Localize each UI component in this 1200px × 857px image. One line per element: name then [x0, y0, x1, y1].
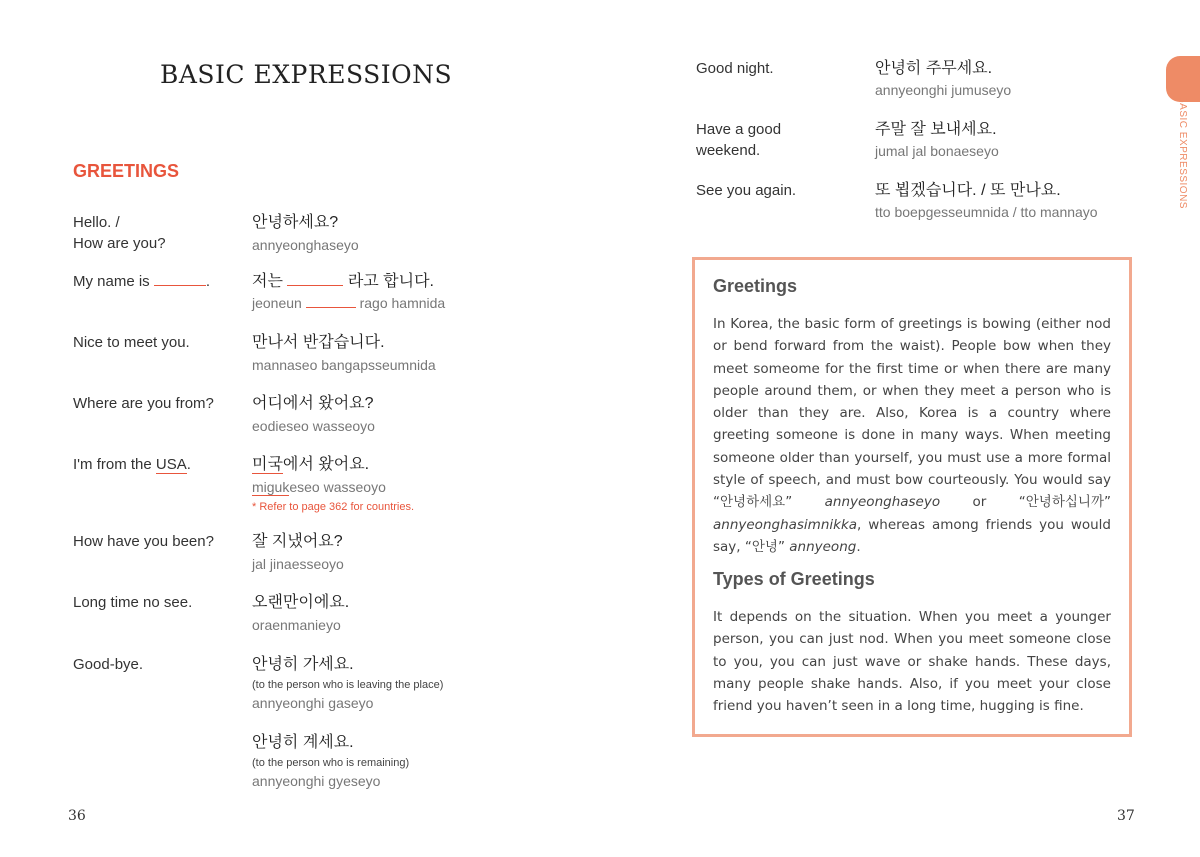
- usage-note: (to the person who is remaining): [252, 757, 410, 769]
- fill-blank: [306, 294, 356, 308]
- info-box-heading: Types of Greetings: [713, 569, 875, 589]
- para-text: , whereas among friends you would say, “안녕”: [713, 516, 1111, 555]
- english-phrase: Have a good weekend.: [696, 121, 782, 159]
- english-phrase: Good night.: [696, 60, 774, 77]
- usage-note: (to the person who is leaving the place): [252, 679, 444, 691]
- country-underlined: 미국: [252, 456, 283, 473]
- english-suffix: .: [186, 456, 191, 473]
- romanization: tto boepgesseumnida / tto mannayo: [875, 204, 1098, 220]
- romanization: [252, 477, 386, 497]
- english-phrase: Good-bye.: [73, 656, 144, 673]
- page-number: 37: [1117, 808, 1135, 824]
- chapter-tab-label: BASIC EXPRESSIONS: [1177, 96, 1188, 209]
- romanization: jumal jal bonaeseyo: [875, 143, 999, 159]
- para-text: In Korea, the basic form of greetings is bowing (either nod or bend forward from the waist). People bow when they meet someome for the first time or when there are many people around them, or when they meet a person who is older than they are. Also, Korea is a country where greeting someone is done in many ways. When meeting someone older than yourself, you must use a more formal style of speech, and must bow courteously. You would say “안녕하세요”: [713, 316, 1111, 511]
- korean-phrase: 주말 잘 보내세요.: [875, 121, 997, 138]
- chapter-title: BASIC EXPRESSIONS: [160, 60, 453, 89]
- korean-suffix: 라고 합니다.: [347, 273, 434, 290]
- rom-suffix: eseo wasseoyo: [289, 479, 386, 495]
- korean-suffix: 에서 왔어요.: [282, 456, 370, 473]
- english-phrase: Where are you from?: [73, 395, 214, 412]
- rom-prefix: jeoneun: [252, 295, 302, 311]
- country-underlined: miguk: [252, 479, 290, 495]
- english-suffix: .: [205, 273, 211, 290]
- fill-blank: [287, 272, 343, 286]
- korean-phrase: 만나서 반갑습니다.: [252, 334, 385, 351]
- page-number: 36: [68, 808, 86, 824]
- rom-suffix: rago hamnida: [359, 295, 446, 311]
- section-heading: GREETINGS: [73, 161, 180, 181]
- english-phrase: [73, 454, 191, 475]
- english-prefix: My name is: [73, 273, 150, 290]
- info-box-paragraph: [713, 313, 1111, 558]
- romanization: annyeonghaseyo: [252, 237, 359, 253]
- english-phrase: How have you been?: [73, 533, 214, 550]
- english-phrase: Nice to meet you.: [73, 334, 190, 351]
- romanization: annyeonghi gyeseyo: [252, 773, 381, 789]
- korean-phrase: 오랜만이에요.: [252, 594, 350, 611]
- romanized-term: annyeong: [789, 538, 857, 555]
- english-phrase: Long time no see.: [73, 594, 193, 611]
- para-text: or “안녕하십니까”: [940, 494, 1111, 511]
- para-text: .: [856, 538, 861, 555]
- country-underlined: USA: [155, 456, 187, 473]
- korean-phrase: 잘 지냈어요?: [252, 533, 343, 550]
- korean-phrase: [252, 454, 369, 476]
- english-phrase: See you again.: [696, 182, 797, 199]
- english-prefix: I'm from the: [73, 456, 156, 473]
- romanization: oraenmanieyo: [252, 617, 341, 633]
- korean-prefix: 저는: [252, 273, 283, 290]
- romanization: annyeonghi jumuseyo: [875, 82, 1012, 98]
- info-box-paragraph: It depends on the situation. When you meet a younger person, you can just nod. When you meet someone close to you, you can just wave or shake hands. These days, many people shake hands. Also, if you meet your close friend you haven’t seen in a long time, hugging is fine.: [713, 609, 1111, 715]
- korean-phrase: 안녕히 가세요.: [252, 656, 354, 673]
- info-box: [692, 257, 1132, 737]
- korean-phrase: 안녕히 계세요.: [252, 734, 354, 751]
- romanization: annyeonghi gaseyo: [252, 695, 374, 711]
- romanized-term: annyeonghasimnikka: [713, 516, 858, 533]
- right-page: [600, 0, 1200, 857]
- romanized-term: annyeonghaseyo: [824, 494, 941, 511]
- korean-phrase: 안녕하세요?: [252, 214, 339, 231]
- romanization: mannaseo bangapsseumnida: [252, 357, 436, 373]
- korean-phrase: 안녕히 주무세요.: [875, 60, 993, 77]
- info-box-heading: Greetings: [713, 276, 798, 296]
- fill-blank: [154, 272, 206, 286]
- english-phrase: [73, 271, 210, 292]
- korean-phrase: [252, 271, 434, 293]
- reference-note: * Refer to page 362 for countries.: [252, 501, 415, 513]
- korean-phrase: 또 뵙겠습니다. / 또 만나요.: [875, 182, 1061, 199]
- english-phrase: Hello. / How are you?: [73, 214, 166, 252]
- romanization: eodieseo wasseoyo: [252, 418, 375, 434]
- romanization: [252, 293, 445, 313]
- korean-phrase: 어디에서 왔어요?: [252, 395, 374, 412]
- romanization: jal jinaesseoyo: [252, 556, 344, 572]
